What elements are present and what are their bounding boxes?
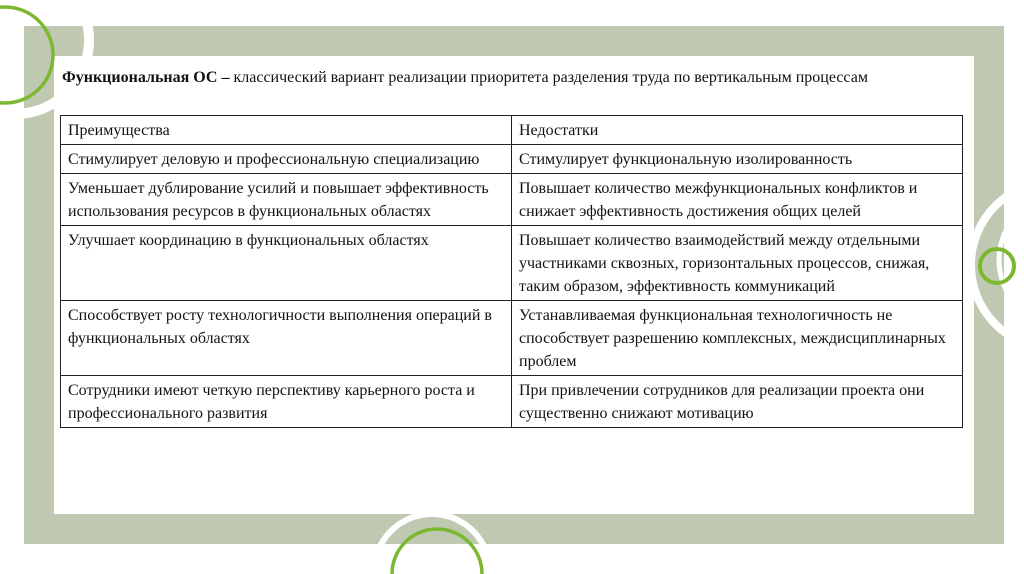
table-row	[61, 376, 963, 428]
disadvantage-cell: Устанавливаемая функциональная технологичность не способствует разрешению комплексных, междисциплинарных проблем	[512, 301, 963, 376]
slide-title-bold: Функциональная ОС –	[62, 69, 230, 86]
disadvantage-cell: Повышает количество межфункциональных конфликтов и снижает эффективность достижения общих целей	[512, 174, 963, 226]
header-advantages: Преимущества	[61, 116, 512, 145]
header-disadvantages: Недостатки	[512, 116, 963, 145]
disadvantage-cell: При привлечении сотрудников для реализации проекта они существенно снижают мотивацию	[512, 376, 963, 428]
table-header-row	[61, 116, 963, 145]
advantage-cell: Способствует росту технологичности выполнения операций в функциональных областях	[61, 301, 512, 376]
table-row	[61, 174, 963, 226]
advantage-cell: Сотрудники имеют четкую перспективу карьерного роста и профессионального развития	[61, 376, 512, 428]
advantage-cell: Уменьшает дублирование усилий и повышает эффективность использования ресурсов в функциональных областях	[61, 174, 512, 226]
table-row	[61, 301, 963, 376]
comparison-table	[60, 115, 963, 428]
slide-title-rest: классический вариант реализации приоритета разделения труда по вертикальным процессам	[229, 69, 868, 86]
advantage-cell: Стимулирует деловую и профессиональную специализацию	[61, 145, 512, 174]
disadvantage-cell: Стимулирует функциональную изолированность	[512, 145, 963, 174]
slide-title	[62, 68, 962, 87]
table-row	[61, 226, 963, 301]
disadvantage-cell: Повышает количество взаимодействий между отдельными участниками сквозных, горизонтальных процессов, снижая, таким образом, эффективность коммуникаций	[512, 226, 963, 301]
table-row	[61, 145, 963, 174]
advantage-cell: Улучшает координацию в функциональных областях	[61, 226, 512, 301]
